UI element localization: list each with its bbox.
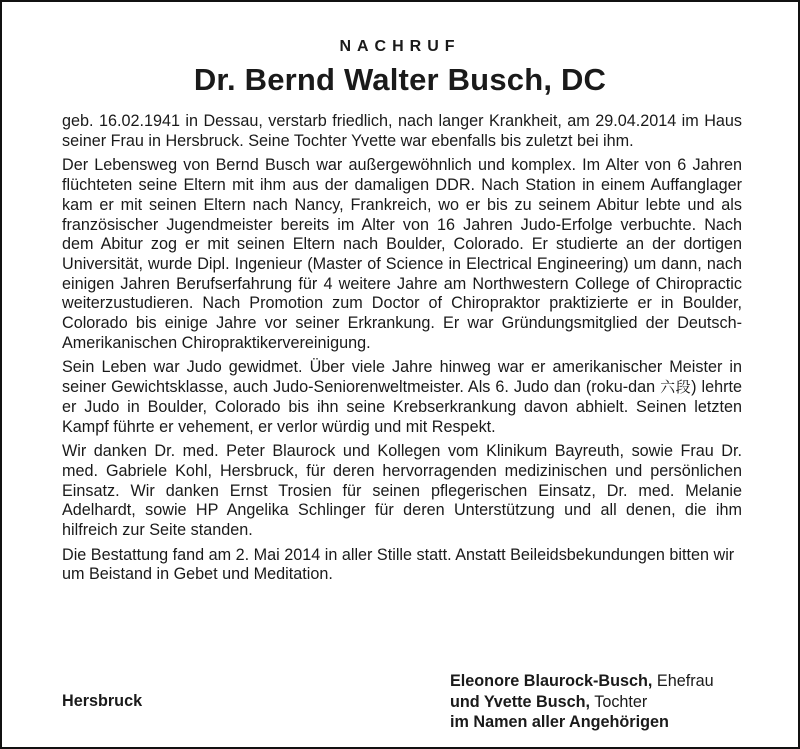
- signer-wife-name: Eleonore Blaurock-Busch,: [450, 672, 653, 690]
- thanks-paragraph: Wir danken Dr. med. Peter Blaurock und Kollegen vom Klinikum Bayreuth, sowie Frau Dr. med. Gabriele Kohl, Hersbruck, für deren hervorragenden medizinischen und persönlichen Einsatz. Wir danken Ernst Trosien für seinen pflegerischen Einsatz, Dr. med. Melanie Adelhardt, sowie HP Angelika Schlinger für deren Unterstützung und all denen, die ihm hilfreich zur Seite standen.: [62, 442, 742, 540]
- signer-wife-role: Ehefrau: [652, 672, 714, 690]
- notice-heading: NACHRUF: [339, 38, 461, 55]
- deceased-name: Dr. Bernd Walter Busch, DC: [193, 62, 607, 97]
- signature-line-2: [450, 692, 714, 713]
- signature-line-1: [450, 671, 714, 692]
- obituary-body: [62, 112, 742, 590]
- judo-text-end: ) lehrte er Judo in Boulder, Colorado bis ihn seine Krebserkrankung davon abhielt. Seinen letzten Kampf führte er vehement, er verlor würdig und mit Respekt.: [62, 378, 742, 436]
- judo-paragraph: [62, 358, 742, 437]
- signer-daughter-role: Tochter: [590, 692, 648, 711]
- place-of-notice: Hersbruck: [62, 692, 143, 710]
- signer-daughter-name: und Yvette Busch,: [450, 692, 591, 711]
- judo-text-start: Sein Leben war Judo gewidmet. Über viele Jahre hinweg war er amerikanischer Meister in seiner Gewichtsklasse, auch Judo-Seniorenweltmeister. Als 6. Judo dan (roku-dan: [62, 358, 742, 397]
- life-story-paragraph: Der Lebensweg von Bernd Busch war außergewöhnlich und komplex. Im Alter von 6 Jahren flüchteten seine Eltern mit ihm aus der damaligen DDR. Nach Station in einem Auffanglager kam er mit seinen Eltern nach Nancy, Frankreich, wo er bis zu seinem Abitur lebte und als französischer Jugendmeister bereits im Alter von 16 Jahren Judo-Erfolge verbuchte. Nach dem Abitur zog er mit seinen Eltern nach Boulder, Colorado. Er studierte an der dortigen Universität, wurde Dipl. Ingenieur (Master of Science in Electrical Engineering) um dann, nach einigen Jahren Berufserfahrung für 4 weitere Jahre am Northwestern College of Chiropractic weiterzustudieren. Nach Promotion zum Doctor of Chiropraktor praktizierte er in Boulder, Colorado bis einige Jahre vor seiner Erkrankung. Er war Gründungsmitglied der Deutsch-Amerikanischen Chiropraktikervereinigung.: [62, 156, 742, 352]
- birth-death-paragraph: geb. 16.02.1941 in Dessau, verstarb friedlich, nach langer Krankheit, am 29.04.2014 im Haus seiner Frau in Hersbruck. Seine Tochter Yvette war ebenfalls bis zuletzt bei ihm.: [62, 112, 742, 150]
- roku-dan-kanji: 六段: [660, 378, 692, 397]
- signature-line-3: im Namen aller Angehörigen: [450, 713, 669, 731]
- funeral-paragraph: Die Bestattung fand am 2. Mai 2014 in aller Stille statt. Anstatt Beileidsbekundungen bitten wir um Beistand in Gebet und Meditation.: [62, 545, 735, 584]
- signature-block: [450, 671, 714, 733]
